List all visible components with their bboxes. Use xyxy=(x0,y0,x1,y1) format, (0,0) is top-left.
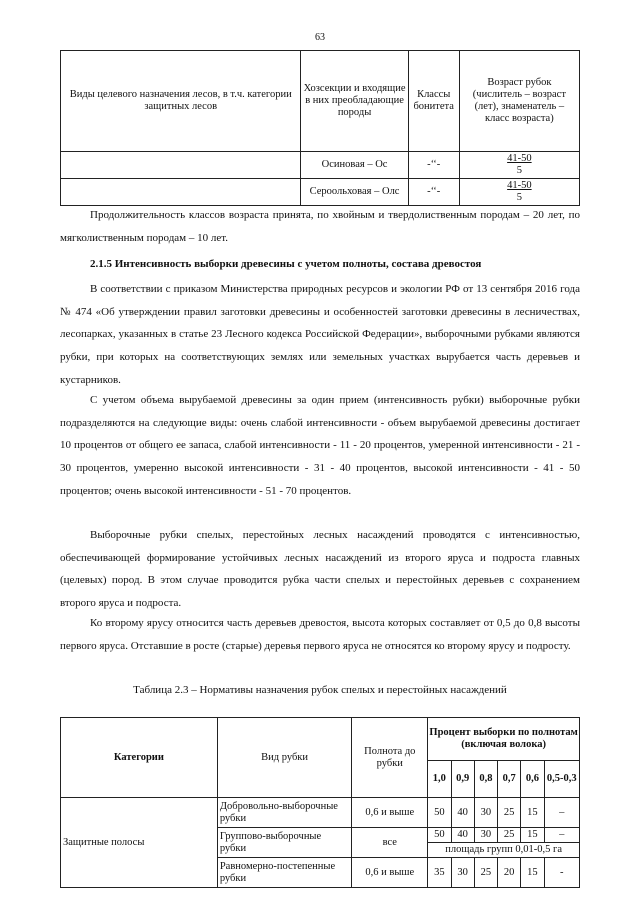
table-row xyxy=(61,152,580,179)
percent-cell: 30 xyxy=(474,798,497,828)
header-cutting-type: Вид рубки xyxy=(217,718,352,798)
density-value: 0,6 и выше xyxy=(352,798,428,828)
row-bonitet: -‘‘- xyxy=(408,179,459,206)
header-bonitet: Классы бонитета xyxy=(408,51,459,152)
section-heading: 2.1.5 Интенсивность выборки древесины с учетом полноты, состава древостоя xyxy=(90,258,482,270)
age-years: 41-50 xyxy=(507,153,532,164)
row-category xyxy=(61,179,301,206)
percent-cell: - xyxy=(544,858,579,888)
header-density-value: 0,6 xyxy=(521,761,544,798)
percent-cell: 20 xyxy=(498,858,521,888)
percent-cell: 25 xyxy=(474,858,497,888)
header-percent: Процент выборки по полнотам (включая волока) xyxy=(428,718,580,761)
header-density-value: 0,5-0,3 xyxy=(544,761,579,798)
percent-cell: 30 xyxy=(451,858,474,888)
row-bonitet: -‘‘- xyxy=(408,152,459,179)
table-row xyxy=(61,798,580,828)
cutting-type: Добровольно-выборочные рубки xyxy=(217,798,352,828)
row-category xyxy=(61,152,301,179)
age-fraction xyxy=(507,180,532,204)
header-density-value: 0,8 xyxy=(474,761,497,798)
header-sections: Хозсекции и входящие в них преобладающие породы xyxy=(301,51,408,152)
percent-cell: 15 xyxy=(521,828,544,843)
table-header-row xyxy=(61,718,580,761)
percent-cell: 30 xyxy=(474,828,497,843)
cutting-type: Равномерно-постепенные рубки xyxy=(217,858,352,888)
row-section: Осиновая – Ос xyxy=(301,152,408,179)
header-density-value: 0,9 xyxy=(451,761,474,798)
percent-cell: 40 xyxy=(451,798,474,828)
percent-cell: 40 xyxy=(451,828,474,843)
percent-cell: – xyxy=(544,828,579,843)
category-protective-strips: Защитные полосы xyxy=(61,798,218,888)
density-value: все xyxy=(352,828,428,858)
header-forest-purpose: Виды целевого назначения лесов, в т.ч. категории защитных лесов xyxy=(61,51,301,152)
cutting-type: Группово-выборочные рубки xyxy=(217,828,352,858)
paragraph-intensity: С учетом объема вырубаемой древесины за один прием (интенсивность рубки) выборочные рубки подразделяются на следующие виды: очень слабой интенсивности - объем вырубаемой древесины достигает 10 процентов от общего ее запаса, слабой интенсивности - 11 - 20 процентов, умеренной интенсивности - 21 - 30 процентов, умеренно высокой интенсивности - 31 - 40 процентов, высокой интенсивности - 41 - 50 процентов; очень высокой интенсивности - 51 - 70 процентов. xyxy=(60,394,580,497)
cutting-norms-table xyxy=(60,717,580,888)
paragraph-age-classes: Продолжительность классов возраста принята, по хвойным и твердолиственным породам – 20 лет, по мягколиственным породам – 10 лет. xyxy=(60,209,580,244)
page-number: 63 xyxy=(315,32,325,43)
percent-cell: 25 xyxy=(498,798,521,828)
group-area-note: площадь групп 0,01-0,5 га xyxy=(428,843,580,858)
percent-cell: 15 xyxy=(521,798,544,828)
paragraph-order-474: В соответствии с приказом Министерства природных ресурсов и экологии РФ от 13 сентября 2016 года № 474 «Об утверждении правил заготовки древесины и особенностей заготовки древесины в лесничествах, лесопарках, указанных в статье 23 Лесного кодекса Российской Федерации», выборочными рубками являются рубки, при которых на соответствующих землях или земельных участках вырубается часть деревьев и кустарников. xyxy=(60,283,580,386)
header-density-value: 0,7 xyxy=(498,761,521,798)
paragraph-selective-cutting: Выборочные рубки спелых, перестойных лесных насаждений проводятся с интенсивностью, обеспечивающей формирование устойчивых лесных насаждений из второго яруса и подроста главных (целевых) пород. В этом случае проводится рубка части спелых и перестойных деревьев с сохранением второго яруса и подроста. xyxy=(60,529,580,610)
header-density-value: 1,0 xyxy=(428,761,451,798)
percent-cell: 15 xyxy=(521,858,544,888)
age-class: 5 xyxy=(516,165,522,176)
age-fraction xyxy=(507,153,532,177)
percent-cell: 50 xyxy=(428,828,451,843)
percent-cell: – xyxy=(544,798,579,828)
table-caption: Таблица 2.3 – Нормативы назначения рубок спелых и перестойных насаждений xyxy=(133,684,507,696)
header-density: Полнота до рубки xyxy=(352,718,428,798)
age-years: 41-50 xyxy=(507,180,532,191)
row-section: Сероольховая – Олс xyxy=(301,179,408,206)
percent-cell: 25 xyxy=(498,828,521,843)
density-value: 0,6 и выше xyxy=(352,858,428,888)
cutting-age-table xyxy=(60,50,580,206)
row-age xyxy=(459,179,579,206)
paragraph-second-tier: Ко второму ярусу относится часть деревьев древостоя, высота которых составляет от 0,5 до 0,8 высоты первого яруса. Отставшие в росте (старые) деревья первого яруса не относятся ко второму ярусу и подросту. xyxy=(60,617,580,652)
percent-cell: 35 xyxy=(428,858,451,888)
age-class: 5 xyxy=(516,192,522,203)
header-category: Категории xyxy=(61,718,218,798)
row-age xyxy=(459,152,579,179)
header-cutting-age: Возраст рубок (числитель – возраст (лет), знаменатель – класс возраста) xyxy=(459,51,579,152)
table-row xyxy=(61,179,580,206)
percent-cell: 50 xyxy=(428,798,451,828)
table-header-row xyxy=(61,51,580,152)
